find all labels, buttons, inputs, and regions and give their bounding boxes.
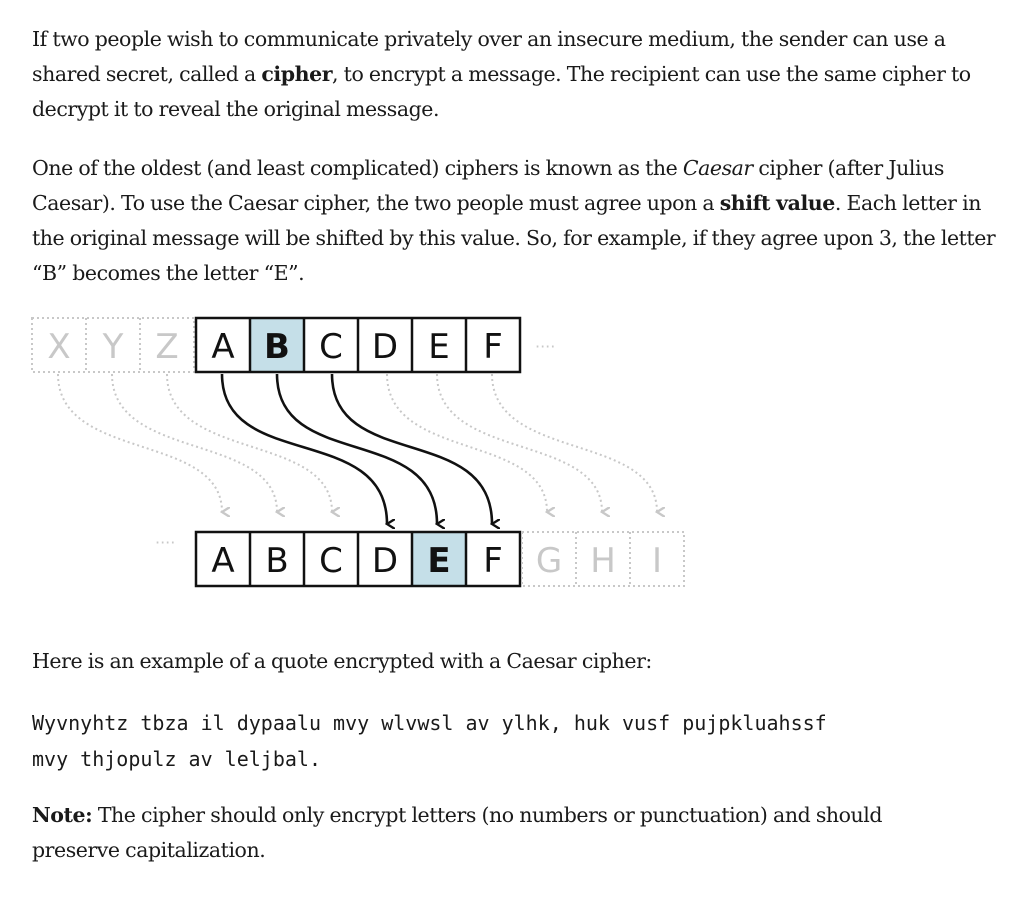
arrow-c-to-f <box>332 374 492 524</box>
top-letter-c: C <box>319 327 343 367</box>
top-faded-letters <box>32 318 194 372</box>
bottom-letter-d: D <box>371 541 399 581</box>
faded-arrow-f <box>492 374 657 512</box>
bottom-letter-row <box>196 532 520 586</box>
top-letter-row <box>196 318 520 372</box>
top-letter-b: B <box>264 327 290 367</box>
caesar-text: One of the oldest (and least complicated) ciphers is known as the <box>32 156 683 180</box>
top-letter-f: F <box>483 327 503 367</box>
caesar-italic: Caesar <box>682 156 753 180</box>
faded-arrow-e <box>437 374 602 512</box>
cipher-term: cipher <box>261 62 333 86</box>
encrypted-quote-code: Wyvnyhtz tbza il dypaalu mvy wlvwsl av ylhk, huk vusf pujpkluahssf mvy thjopulz av leljbal. <box>32 711 827 771</box>
note-label: Note: <box>32 803 93 827</box>
example-paragraph: Here is an example of a quote encrypted with a Caesar cipher: <box>32 649 652 673</box>
bottom-faded-letters <box>522 532 684 586</box>
bottom-letter-b: B <box>265 541 289 581</box>
top-letter-e: E <box>428 327 450 367</box>
top-letter-d: D <box>371 327 399 367</box>
faded-letter-i: I <box>651 541 663 581</box>
top-ellipsis: ···· <box>535 337 556 356</box>
intro-text-end: , to encrypt a message. The recipient can use the same cipher to decrypt it to reveal the original message. <box>32 62 971 121</box>
faded-arrow-x <box>58 374 222 512</box>
bottom-letter-c: C <box>319 541 343 581</box>
faded-letter-h: H <box>590 541 616 581</box>
faded-letter-g: G <box>535 541 563 581</box>
caesar-text-middle: cipher (after Julius Caesar). To use the Caesar cipher, the two people must agree upon a <box>32 156 944 215</box>
faded-letter-x: X <box>47 327 71 367</box>
bottom-letter-a: A <box>211 541 235 581</box>
faded-letter-y: Y <box>102 327 124 367</box>
shift-arrows <box>222 374 492 524</box>
faded-arrows <box>58 374 657 512</box>
faded-arrow-d <box>387 374 547 512</box>
top-letter-a: A <box>211 327 235 367</box>
note-text: The cipher should only encrypt letters (no numbers or punctuation) and should preserve capitalization. <box>32 803 883 862</box>
faded-letter-z: Z <box>155 327 179 367</box>
caesar-text-end: . Each letter in the original message will be shifted by this value. So, for example, if they agree upon 3, the letter “B” becomes the letter “E”. <box>32 191 996 285</box>
bottom-ellipsis: ···· <box>155 533 176 552</box>
faded-arrow-y <box>112 374 277 512</box>
bottom-letter-f: F <box>483 541 503 581</box>
intro-paragraph <box>32 22 1007 127</box>
faded-arrow-z <box>167 374 332 512</box>
caesar-paragraph <box>32 151 1007 291</box>
intro-text: If two people wish to communicate privately over an insecure medium, the sender can use a shared secret, called a <box>32 27 946 86</box>
caesar-shift-diagram <box>30 312 700 592</box>
note-paragraph <box>32 798 962 868</box>
shift-value-term: shift value <box>719 191 835 215</box>
bottom-letter-e: E <box>427 541 451 581</box>
